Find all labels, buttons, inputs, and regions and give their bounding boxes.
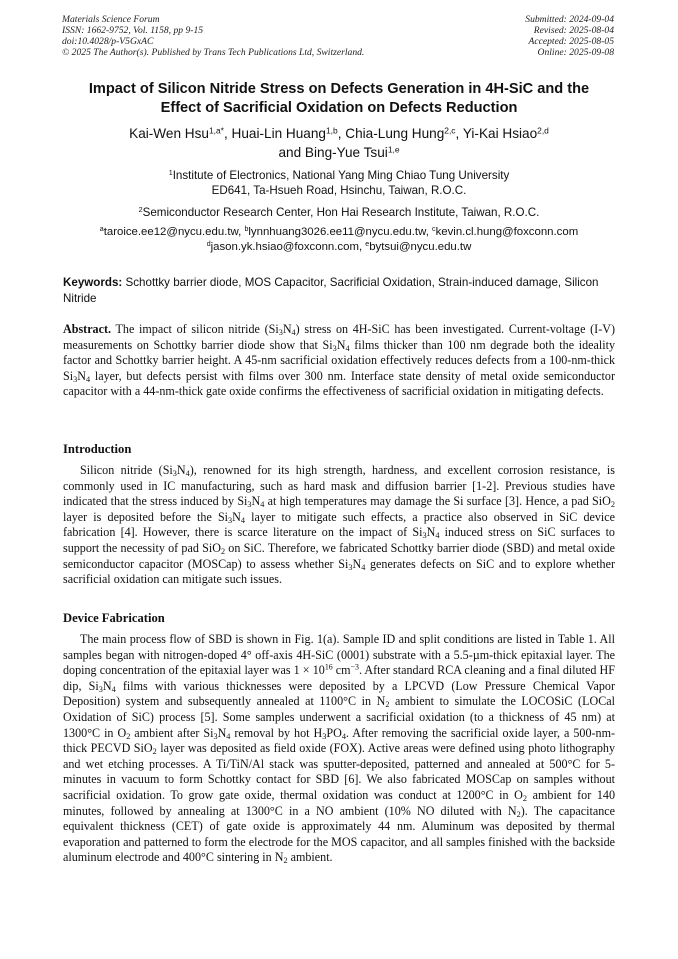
email-mark: c — [432, 226, 436, 234]
keywords-label: Keywords: — [63, 276, 123, 289]
subscript: 3 — [247, 500, 252, 510]
subscript: 4 — [111, 684, 116, 694]
affiliation-text: Semiconductor Research Center, Hon Hai Research Institute, Taiwan, R.O.C. — [142, 206, 540, 219]
email-mark: d — [206, 241, 211, 249]
author-name: Huai-Lin Huang — [231, 126, 326, 141]
body-text: layer is deposited before the Si — [63, 509, 229, 524]
abstract-label: Abstract. — [63, 322, 112, 336]
superscript: −3 — [350, 662, 359, 672]
author-affiliation-mark: 1,b — [326, 125, 338, 136]
author-list — [40, 124, 638, 162]
author-name: Chia-Lung Hung — [345, 126, 445, 141]
email-line-1 — [40, 225, 638, 240]
email-link[interactable]: jason.yk.hsiao@foxconn.com — [210, 241, 359, 253]
subscript: 4 — [260, 500, 265, 510]
email-link[interactable]: taroice.ee12@nycu.edu.tw — [103, 226, 239, 238]
journal-info — [62, 14, 364, 58]
keywords-text: Schottky barrier diode, MOS Capacitor, Sacrificial Oxidation, Strain-induced damage, Silicon Nitride — [63, 276, 599, 305]
body-text: removal by hot H — [230, 725, 323, 740]
author-name: Kai-Wen Hsu — [129, 126, 209, 141]
subscript: 4 — [185, 469, 190, 479]
author-affiliation-mark: 1,e — [387, 144, 400, 155]
email-separator: , — [238, 226, 245, 238]
subscript: 3 — [228, 515, 233, 525]
subscript: 2 — [152, 747, 157, 757]
author-conjunction: and — [278, 145, 305, 160]
subscript: 3 — [213, 731, 218, 741]
author-emails — [40, 225, 638, 255]
subscript: 3 — [278, 328, 283, 338]
keywords — [63, 275, 615, 306]
body-text: cm — [332, 663, 351, 678]
abstract-text: ) stress on 4H-SiC has been investigated. Current-voltage (I-V) measurements on Schottky barrier diode show that Si — [63, 322, 615, 352]
submitted-date: Submitted: 2024-09-04 — [525, 14, 614, 25]
introduction-paragraph: Silicon nitride $(Si_3N_4)$, renowned for its high strength, hardness, and excellent corrosion resistance, is commonly used in IC manufacturing, such as hard mask and diffusion barrier [1-2]. Previous studies have indicated that the stress induced by $Si_3N_4$ at high temperatures may damage the Si surface [3]. Hence, a pad SiO$_2$ layer is deposited before the $Si_3N_4$ layer to mitigate such effects, a practice also observed in SiC device fabrication [4]. However, there is scarce literature on the impact of $Si_3N_4$ induced stress on SiC surfaces to support the necessity of pad SiO$_2$ on SiC. Therefore, we fabricated Schottky barrier diode (SBD) and metal oxide semiconductor capacitor (MOSCap) to assess whether $Si_3N_4$ generates defects on SiC and to explore whether sacrificial oxidation can mitigate such issues. — [63, 463, 615, 587]
author-line-2 — [40, 143, 638, 162]
email-separator: , — [358, 241, 366, 253]
device-fabrication-paragraph: The main process flow of SBD is shown in Fig. 1(a). Sample ID and split conditions are listed in Table 1. All samples began with nitrogen-doped 4° off-axis 4H-SiC (0001) substrate with a 5.5-µm-thick epitaxial layer. The doping concentration of the epitaxial layer was $1 \times 10^{16}$ $cm^{-3}$. After standard RCA cleaning and a final diluted HF dip, $Si_3N_4$ films with various thicknesses were deposited by a LPCVD (Low Pressure Chemical Vapor Deposition) system and subsequently annealed at 1100°C in $N_2$ ambient to simulate the LOCOSiC (LOCal Oxidation of SiC) process [5]. Some samples underwent a sacrificial oxidation (to a thickness of 45 nm) at 1300°C in $O_2$ ambient after $Si_3N_4$ removal by hot $H_3PO_4$. After removing the sacrificial oxide layer, a 500-nm-thick PECVD SiO$_2$ layer was deposited as field oxide (FOX). Active areas were defined using photo lithography and wet etching processes. A Ti/TiN/Al stack was sputter-deposited, patterned and annealed at 500°C for 5-minutes in vacuum to form Schottky contact for SBD [6]. We also fabricated MOSCap on samples without sacrificial oxidation. To grow gate oxide, thermal oxidation was conduct at 1200°C in $O_2$ ambient for 140 minutes, followed by annealing at 1300°C in a NO ambient (10% NO diluted with $N_2$). The capacitance equivalent thickness (CET) of gate oxide is approximately 44 nm. Aluminum was deposited by thermal evaporation and patterned to form the electrode for the MOS capacitor, and all samples finished with the backside aluminum electrode and 400°C sintering in $N_2$ ambient. — [63, 632, 616, 866]
online-date: Online: 2025-09-08 — [537, 47, 614, 58]
email-mark: a — [99, 226, 104, 234]
affiliation-1 — [40, 168, 638, 198]
subscript: 2 — [522, 793, 528, 803]
title-line-2: Effect of Sacrificial Oxidation on Defects Reduction — [160, 100, 518, 116]
email-separator: , — [425, 226, 433, 238]
body-text: . After standard RCA cleaning and a final diluted HF dip, Si — [63, 663, 615, 693]
body-text: PO — [326, 725, 342, 740]
accepted-date: Accepted: 2025-08-05 — [528, 36, 614, 47]
subscript: 2 — [283, 856, 288, 866]
email-line-2 — [40, 240, 638, 255]
subscript: 2 — [516, 809, 521, 819]
body-text: at high temperatures may damage the Si surface [3]. Hence, a pad SiO — [264, 494, 611, 509]
subscript: 2 — [385, 700, 390, 710]
author-separator: , — [223, 126, 232, 141]
author-affiliation-mark: 2,c — [444, 125, 456, 136]
abstract-text: films thicker than 100 nm degrade both the ideality factor and Schottky barrier height. A 45-nm sacrificial oxidation effectively reduces defects from a 100-nm-thick Si — [63, 337, 615, 383]
title-line-1: Impact of Silicon Nitride Stress on Defects Generation in 4H-SiC and the — [88, 81, 590, 97]
subscript: 3 — [322, 731, 327, 741]
author-separator: , — [337, 126, 346, 141]
subscript: 4 — [291, 328, 296, 338]
subscript: 3 — [422, 531, 427, 541]
body-text: induced stress on SiC surfaces to support the necessity of pad SiO — [63, 525, 615, 555]
affiliation-1-line-1 — [40, 168, 638, 183]
affiliation-2-line-1 — [40, 205, 638, 220]
abstract-text: The impact of silicon nitride (Si — [115, 322, 279, 336]
body-text: generates defects on SiC and to explore whether sacrificial oxidation can mitigate such issues. — [63, 556, 615, 587]
body-text: The main process flow of SBD is shown in Fig. 1(a). Sample ID and split conditions are listed in Table 1. All samples began with nitrogen-doped 4° off-axis 4H-SiC (0001) substrate with a 5.5-µm-thick epitaxial layer. The doping concentration of the epitaxial layer was 1 × 10 — [63, 632, 615, 678]
author-name: Bing-Yue Tsui — [304, 145, 388, 160]
body-text: ). The capacitance equivalent thickness (CET) of gate oxide is approximately 44 nm. Aluminum was deposited by thermal evaporation and patterned to form the electrode for the MOS capacitor, and all samples finished with the backside aluminum electrode and 400°C sintering in N — [63, 803, 615, 865]
journal-name: Materials Science Forum — [62, 14, 160, 25]
email-mark: b — [244, 226, 249, 234]
author-line-1 — [40, 124, 638, 143]
subscript: 2 — [610, 500, 615, 510]
revised-date: Revised: 2025-08-04 — [533, 25, 614, 36]
affiliation-1-line-2: ED641, Ta-Hsueh Road, Hsinchu, Taiwan, R.O.C. — [211, 184, 467, 197]
doi[interactable]: doi:10.4028/p-V5GxAC — [62, 36, 154, 47]
abstract: Abstract. The impact of silicon nitride $(Si_3N_4)$ stress on 4H-SiC has been investigated. Current-voltage (I-V) measurements on Schottky barrier diode show that $Si_3N_4$ films thicker than 100 nm degrade both the ideality factor and Schottky barrier height. A 45-nm sacrificial oxidation effectively reduces defects from a 100-nm-thick $Si_3N_4$ layer, but defects persist with films over 300 nm. Interface state density of metal oxide semiconductor capacitor with a 44-nm-thick gate oxide confirms the effectiveness of sacrificial oxidation in mitigating defects. — [63, 322, 615, 399]
body-text: ambient for 140 minutes, followed by annealing at 1300°C in a NO ambient (10% NO diluted with N — [63, 787, 615, 818]
superscript: 16 — [324, 662, 333, 672]
subscript: 4 — [361, 562, 366, 572]
author-affiliation-mark: 1,a* — [208, 125, 224, 136]
subscript: 2 — [220, 547, 226, 557]
subscript: 2 — [126, 731, 131, 741]
copyright-notice: © 2025 The Author(s). Published by Trans Tech Publications Ltd, Switzerland. — [62, 47, 365, 58]
affiliation-mark: 1 — [168, 168, 173, 178]
section-heading-introduction: Introduction — [63, 442, 132, 456]
author-separator: , — [455, 126, 463, 141]
subscript: 4 — [226, 731, 231, 741]
email-link[interactable]: bytsui@nycu.edu.tw — [369, 241, 472, 253]
subscript: 3 — [73, 374, 78, 384]
abstract-text: layer, but defects persist with films over 300 nm. Interface state density of metal oxide semiconductor capacitor with a 44-nm-thick gate oxide confirms the effectiveness of sacrificial oxidation in mitigating defects. — [63, 368, 615, 399]
subscript: 4 — [85, 374, 91, 384]
paper-title — [40, 80, 638, 118]
subscript: 4 — [435, 531, 440, 541]
section-heading-device-fabrication: Device Fabrication — [63, 611, 165, 625]
email-link[interactable]: lynnhuang3026.ee11@nycu.edu.tw — [248, 226, 426, 238]
subscript: 3 — [348, 562, 353, 572]
body-text: Silicon nitride (Si — [80, 463, 173, 477]
affiliation-2 — [40, 205, 638, 220]
publication-dates — [525, 14, 614, 58]
body-text: ambient to simulate the LOCOSiC (LOCal Oxidation of SiC) process [5]. Some samples underwent a sacrificial oxidation (to a thickness of 45 nm) at 1300°C in O — [63, 694, 615, 740]
body-text: layer to mitigate such effects, a practice also observed in SiC device fabrication [4]. However, there is scarce literature on the impact of Si — [63, 509, 615, 540]
subscript: 4 — [240, 515, 245, 525]
author-affiliation-mark: 2,d — [537, 125, 549, 136]
subscript: 3 — [172, 469, 177, 479]
body-text: ), renowned for its high strength, hardness, and excellent corrosion resistance, is commonly used in IC manufacturing, such as hard mask and diffusion barrier [1-2]. Previous studies have indicated that the stress induced by Si — [63, 463, 615, 509]
author-name: Yi-Kai Hsiao — [462, 126, 538, 141]
body-text: films with various thicknesses were deposited by a LPCVD (Low Pressure Chemical Vapor Deposition) system and subsequently annealed at 1100°C in N — [63, 678, 615, 709]
issn-volume: ISSN: 1662-9752, Vol. 1158, pp 9-15 — [62, 25, 204, 36]
body-text: on SiC. Therefore, we fabricated Schottky barrier diode (SBD) and metal oxide semiconductor capacitor (MOSCap) to assess whether Si — [63, 540, 615, 571]
body-text: ambient. — [287, 850, 333, 865]
subscript: 3 — [98, 684, 103, 694]
affiliation-mark: 2 — [138, 205, 143, 215]
subscript: 4 — [341, 731, 346, 741]
email-mark: e — [365, 241, 370, 249]
body-text: ambient after Si — [130, 725, 214, 740]
body-text: . After removing the sacrificial oxide layer, a 500-nm-thick PECVD SiO — [63, 725, 616, 756]
email-link[interactable]: kevin.cl.hung@foxconn.com — [435, 226, 579, 238]
subscript: 3 — [332, 343, 337, 353]
body-text: layer was deposited as field oxide (FOX). Active areas were defined using photo lithography and wet etching processes. A Ti/TiN/Al stack was sputter-deposited, patterned and annealed at 500°C for 5-minutes in vacuum to form Schottky contact for SBD [6]. We also fabricated MOSCap on samples without sacrificial oxidation. To grow gate oxide, thermal oxidation was conduct at 1200°C in O — [63, 741, 615, 802]
affiliation-text: Institute of Electronics, National Yang Ming Chiao Tung University — [172, 169, 510, 182]
subscript: 4 — [345, 343, 350, 353]
